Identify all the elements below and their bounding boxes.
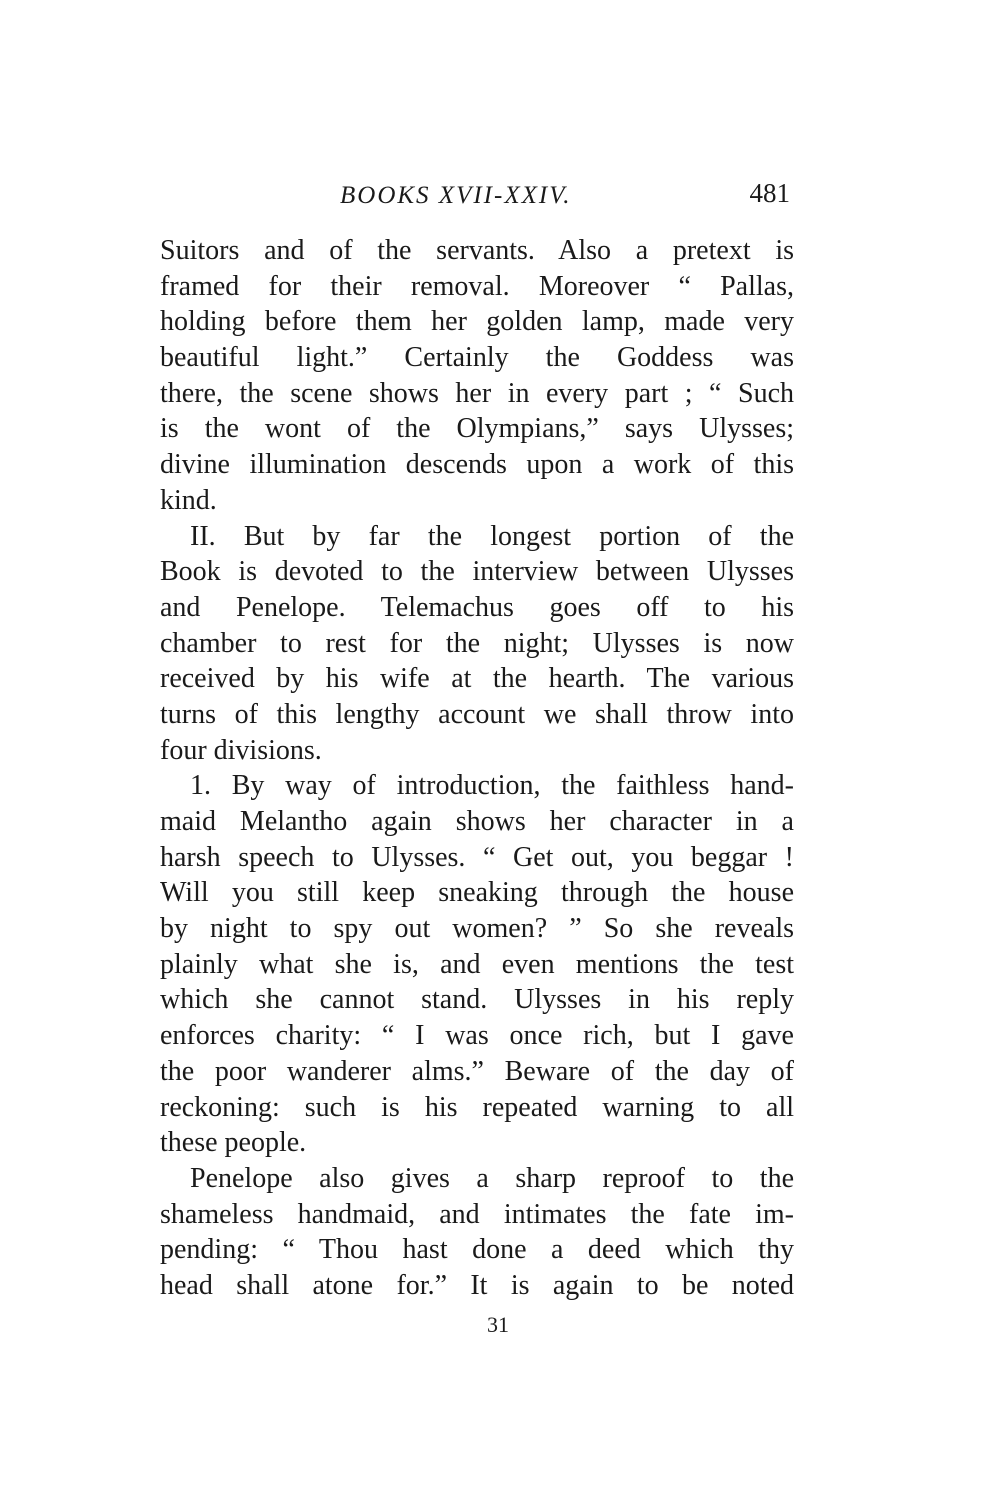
text-line: and Penelope. Telemachus goes off to his <box>160 591 794 623</box>
text-line: beautiful light.” Certainly the Goddess was <box>160 342 794 374</box>
text-line: II. But by far the longest portion of the <box>190 520 794 552</box>
text-line: which she cannot stand. Ulysses in his reply <box>160 984 794 1016</box>
text-line: turns of this lengthy account we shall throw into <box>160 698 794 730</box>
paragraph <box>160 1161 794 1304</box>
paragraph <box>160 768 794 1161</box>
text-line: by night to spy out women? ” So she reveals <box>160 913 794 945</box>
text-line: divine illumination descends upon a work of this <box>160 449 794 481</box>
text-line: kind. <box>160 484 217 516</box>
text-line: harsh speech to Ulysses. “ Get out, you beggar ! <box>160 841 794 873</box>
text-line: framed for their removal. Moreover “ Pallas, <box>160 270 794 302</box>
text-line: Will you still keep sneaking through the house <box>160 877 794 909</box>
running-title: BOOKS XVII-XXIV. <box>340 182 572 209</box>
text-line: pending: “ Thou hast done a deed which thy <box>160 1234 794 1266</box>
text-line: four divisions. <box>160 734 322 766</box>
paragraph <box>160 233 794 519</box>
text-line: chamber to rest for the night; Ulysses is now <box>160 627 794 659</box>
paragraph <box>160 519 794 769</box>
text-line: Penelope also gives a sharp reproof to the <box>190 1162 794 1194</box>
text-line: plainly what she is, and even mentions the test <box>160 948 794 980</box>
text-line: these people. <box>160 1127 307 1159</box>
text-line: Book is devoted to the interview between Ulysses <box>160 556 794 588</box>
signature-mark: 31 <box>487 1312 509 1337</box>
text-line: reckoning: such is his repeated warning to all <box>160 1091 794 1123</box>
text-line: holding before them her golden lamp, made very <box>160 306 794 338</box>
text-line: maid Melantho again shows her character in a <box>160 806 794 837</box>
text-line: there, the scene shows her in every part ; “ Such <box>160 377 794 409</box>
text-line: Suitors and of the servants. Also a pretext is <box>160 235 794 266</box>
text-line: head shall atone for.” It is again to be noted <box>160 1269 794 1301</box>
text-line: shameless handmaid, and intimates the fate im- <box>160 1198 794 1230</box>
text-line: received by his wife at the hearth. The various <box>160 663 794 695</box>
text-line: 1. By way of introduction, the faithless hand- <box>190 770 794 802</box>
running-head <box>160 178 796 218</box>
text-line: enforces charity: “ I was once rich, but I gave <box>160 1020 794 1052</box>
page-number: 481 <box>749 178 790 208</box>
text-line: is the wont of the Olympians,” says Ulysses; <box>160 413 794 445</box>
body-text <box>160 233 794 1304</box>
text-line: the poor wanderer alms.” Beware of the day of <box>160 1055 794 1087</box>
